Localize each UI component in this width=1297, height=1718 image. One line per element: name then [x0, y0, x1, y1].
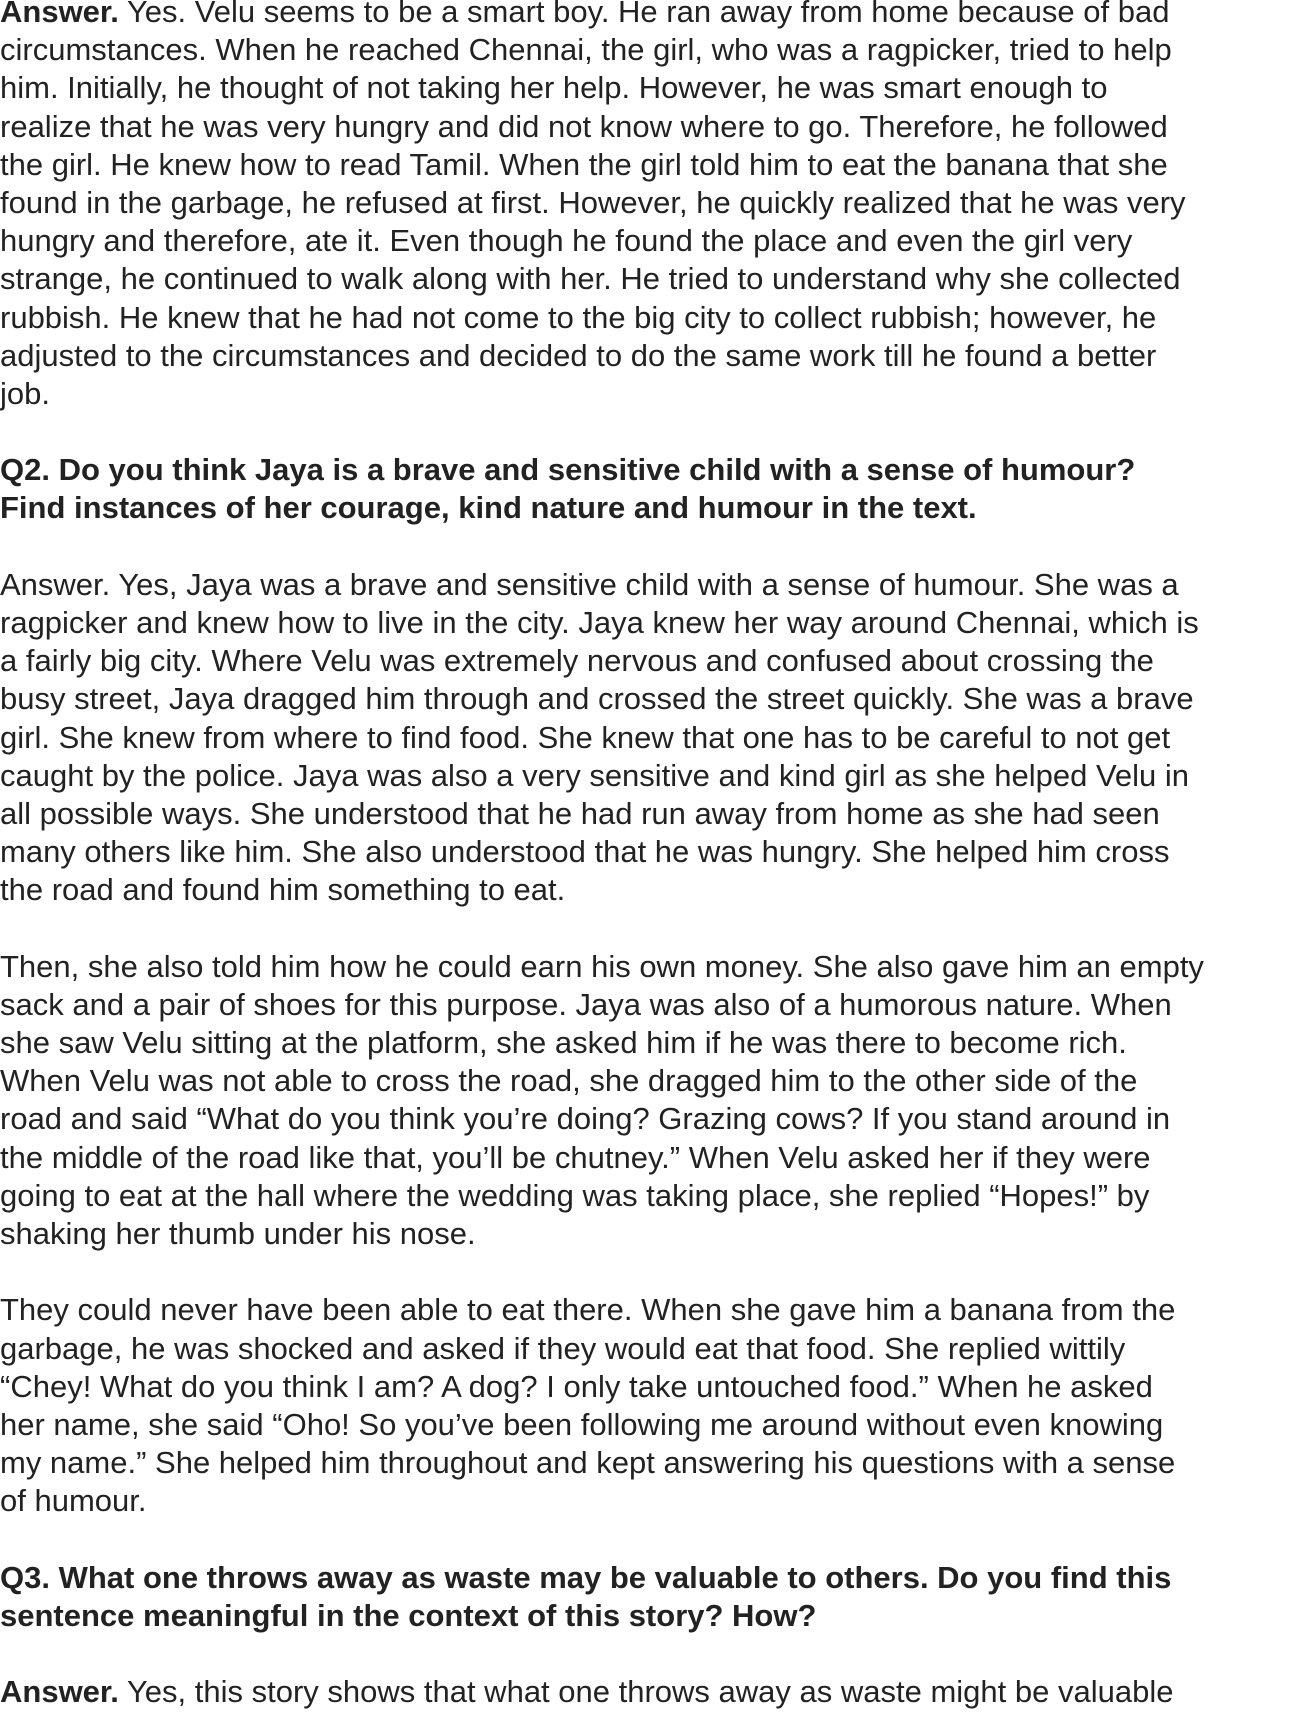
paragraph-gap [0, 910, 1297, 948]
text-line: my name.” She helped him throughout and kept answering his questions with a sense [0, 1445, 1176, 1481]
text-line: her name, she said “Oho! So you’ve been following me around without even knowing [0, 1406, 1164, 1442]
text-line: many others like him. She also understood that he was hungry. She helped him cross [0, 834, 1170, 870]
text-line: circumstances. When he reached Chennai, the girl, who was a ragpicker, tried to help [0, 32, 1172, 68]
text-line: “Chey! What do you think I am? A dog? I only take untouched food.” When he asked [0, 1368, 1153, 1404]
text-line: a fairly big city. Where Velu was extremely nervous and confused about crossing the [0, 643, 1154, 679]
text-line: Answer. Yes, Jaya was a brave and sensitive child with a sense of humour. She was a [0, 566, 1179, 602]
text-line: all possible ways. She understood that he had run away from home as she had seen [0, 795, 1160, 831]
paragraph-gap [0, 413, 1297, 451]
text-line: road and said “What do you think you’re doing? Grazing cows? If you stand around in [0, 1101, 1171, 1137]
paragraph-banana [0, 1291, 1297, 1520]
text-line: Answer. Yes, this story shows that what one throws away as waste might be valuable [0, 1674, 1174, 1710]
text-line: adjusted to the circumstances and decided to do the same work till he found a better [0, 337, 1157, 373]
text-line: caught by the police. Jaya was also a very sensitive and kind girl as she helped Velu in [0, 757, 1190, 793]
text-line: rubbish. He knew that he had not come to the big city to collect rubbish; however, he [0, 299, 1157, 335]
answer-lead: Answer. [0, 0, 119, 29]
text-line: going to eat at the hall where the wedding was taking place, she replied “Hopes!” by [0, 1177, 1150, 1213]
answer-paragraph-q3 [0, 1673, 1297, 1711]
question-q2-heading [0, 451, 1297, 527]
question-line: Find instances of her courage, kind nature and humour in the text. [0, 490, 977, 526]
text-line: the girl. He knew how to read Tamil. When the girl told him to eat the banana that she [0, 146, 1168, 182]
paragraph-gap [0, 1521, 1297, 1559]
paragraph-gap [0, 528, 1297, 566]
text-line: girl. She knew from where to find food. She knew that one has to be careful to not get [0, 719, 1171, 755]
text-line: ragpicker and knew how to live in the city. Jaya knew her way around Chennai, which is [0, 605, 1199, 640]
answer-lead: Answer. [0, 1674, 119, 1710]
question-line: sentence meaningful in the context of this story? How? [0, 1597, 817, 1633]
text-line: of humour. [0, 1483, 147, 1519]
text-line: job. [0, 375, 50, 411]
text-line: the middle of the road like that, you’ll be chutney.” When Velu asked her if they were [0, 1139, 1151, 1175]
paragraph-humour [0, 948, 1297, 1254]
answer-paragraph-q1 [0, 0, 1297, 413]
text-line: Answer. Yes. Velu seems to be a smart boy. He ran away from home because of bad [0, 0, 1297, 31]
text-line: garbage, he was shocked and asked if they would eat that food. She replied wittily [0, 1330, 1126, 1366]
text-line: busy street, Jaya dragged him through and crossed the street quickly. She was a brave [0, 681, 1194, 717]
text-line: Then, she also told him how he could earn his own money. She also gave him an empty [0, 948, 1204, 984]
text-line: realize that he was very hungry and did not know where to go. Therefore, he followed [0, 108, 1168, 144]
question-line: Q2. Do you think Jaya is a brave and sensitive child with a sense of humour? [0, 452, 1136, 488]
text-line: They could never have been able to eat there. When she gave him a banana from the [0, 1292, 1176, 1328]
text-line: shaking her thumb under his nose. [0, 1216, 476, 1251]
question-q3-heading [0, 1559, 1297, 1635]
question-line: Q3. What one throws away as waste may be valuable to others. Do you find this [0, 1559, 1172, 1595]
text-line: the road and found him something to eat. [0, 872, 566, 908]
text-line: found in the garbage, he refused at first. However, he quickly realized that he was very [0, 184, 1186, 220]
text-line: him. Initially, he thought of not taking her help. However, he was smart enough to [0, 70, 1108, 106]
paragraph-gap [0, 1635, 1297, 1673]
text-line: When Velu was not able to cross the road, she dragged him to the other side of the [0, 1063, 1138, 1099]
text-line: sack and a pair of shoes for this purpose. Jaya was also of a humorous nature. When [0, 986, 1172, 1022]
text-line: hungry and therefore, ate it. Even though he found the place and even the girl very [0, 223, 1133, 259]
text-line: she saw Velu sitting at the platform, she asked him if he was there to become rich. [0, 1025, 1127, 1061]
paragraph-gap [0, 1253, 1297, 1291]
text-line: strange, he continued to walk along with her. He tried to understand why she collected [0, 261, 1181, 297]
answer-paragraph-q2 [0, 566, 1297, 910]
